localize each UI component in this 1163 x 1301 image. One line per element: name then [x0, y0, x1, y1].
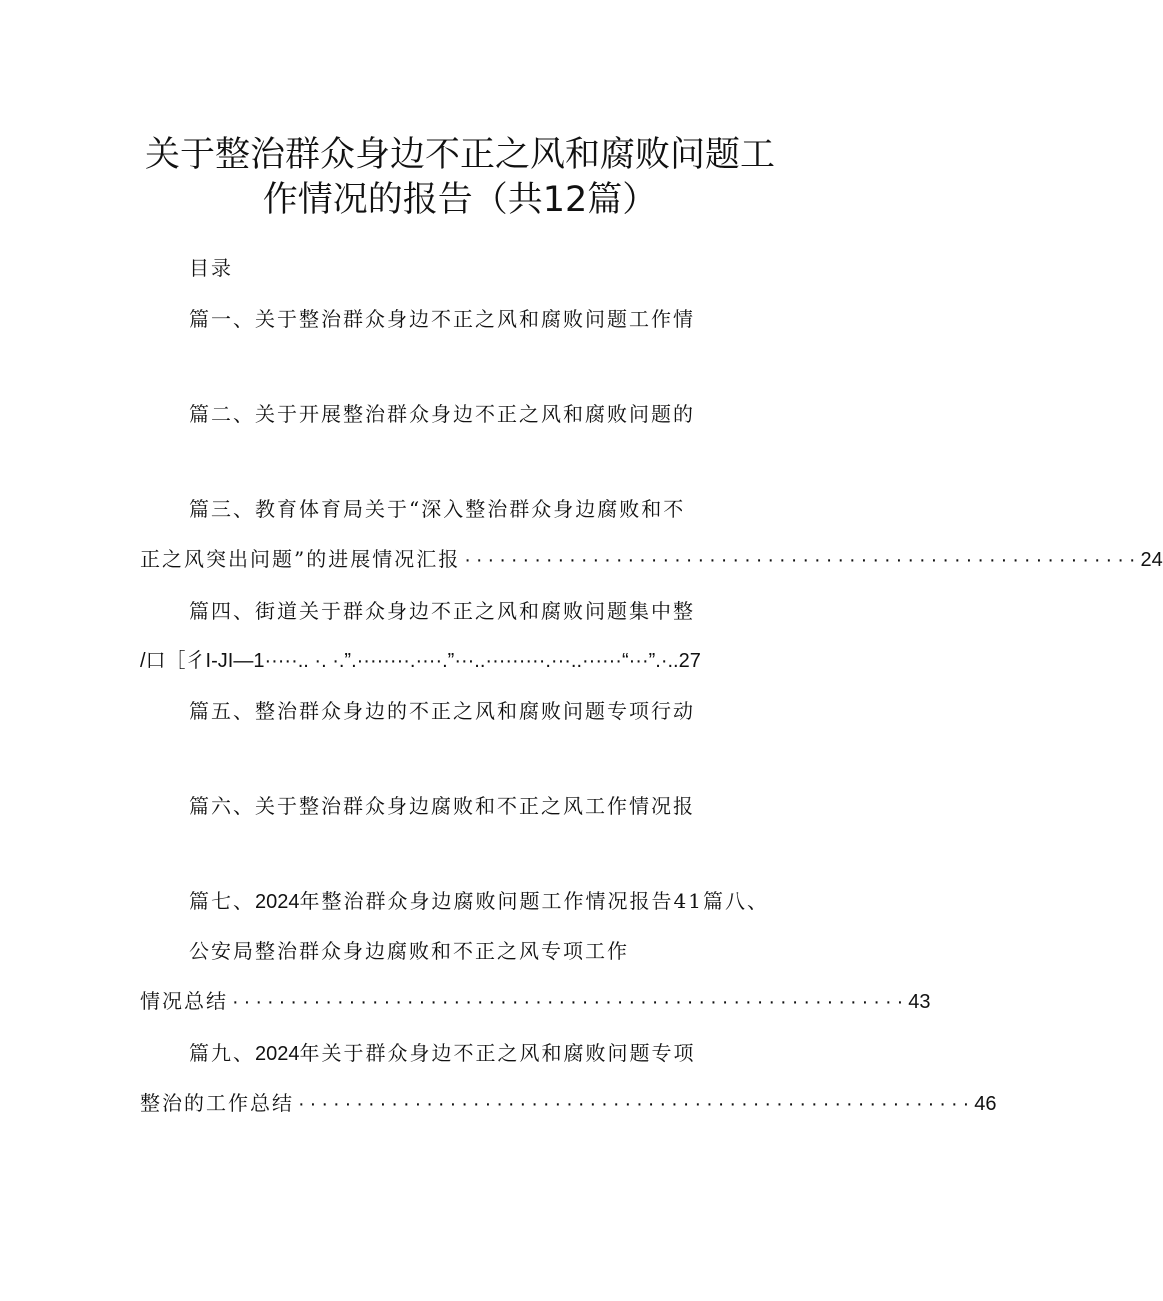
toc-entry-7-prefix: 篇七、 — [189, 889, 255, 913]
toc-entry-5: 篇五、整治群众身边的不正之风和腐败问题专项行动 — [189, 699, 695, 723]
toc-entry-9-leader-row — [140, 1089, 997, 1118]
toc-entry-9-year: 2024 — [255, 1043, 300, 1065]
toc-entry-4-line-2: /口［彳I-JI—1·····.. ·. ·.”.········.····.”···..·········.···..······“···”.·..27 — [140, 650, 701, 672]
toc-entry-1: 篇一、关于整治群众身边不正之风和腐败问题工作情 — [189, 307, 695, 331]
toc-entry-3-line-1: 篇三、教育体育局关于“深入整治群众身边腐败和不 — [189, 497, 686, 521]
toc-entry-8-line-1: 公安局整治群众身边腐败和不正之风专项工作 — [189, 939, 629, 963]
toc-entry-8-leader-row — [140, 987, 931, 1016]
dot-leader: ·························································· — [298, 1093, 975, 1115]
toc-entry-9-line-1 — [189, 1039, 696, 1068]
dot-leader: ·························································· — [464, 549, 1141, 571]
toc-entry-3-page: 24 — [1140, 549, 1163, 571]
toc-entry-4-line-1: 篇四、街道关于群众身边不正之风和腐败问题集中整 — [189, 599, 695, 623]
toc-heading: 目录 — [189, 256, 233, 280]
toc-entry-3-line-2: 正之风突出问题”的进展情况汇报 — [140, 547, 461, 571]
toc-entry-8-page: 43 — [908, 991, 931, 1013]
document-title-line-2: 作情况的报告（共12篇） — [262, 180, 658, 220]
toc-entry-9-line-2: 整治的工作总结 — [140, 1091, 294, 1115]
toc-entry-3-leader-row — [140, 545, 1163, 574]
document-title-line-1: 关于整治群众身边不正之风和腐败问题工 — [144, 135, 775, 175]
toc-entry-9-page: 46 — [974, 1093, 997, 1115]
toc-entry-9-text: 年关于群众身边不正之风和腐败问题专项 — [299, 1041, 696, 1065]
toc-entry-7-text: 年整治群众身边腐败问题工作情况报告41篇八、 — [299, 889, 769, 913]
toc-entry-2: 篇二、关于开展整治群众身边不正之风和腐败问题的 — [189, 402, 695, 426]
toc-entry-7-year: 2024 — [255, 891, 300, 913]
toc-entry-9-prefix: 篇九、 — [189, 1041, 255, 1065]
toc-entry-6: 篇六、关于整治群众身边腐败和不正之风工作情况报 — [189, 794, 695, 818]
toc-entry-7-line-1 — [189, 887, 769, 916]
dot-leader: ·························································· — [232, 991, 909, 1013]
toc-entry-8-line-2: 情况总结 — [140, 989, 228, 1013]
